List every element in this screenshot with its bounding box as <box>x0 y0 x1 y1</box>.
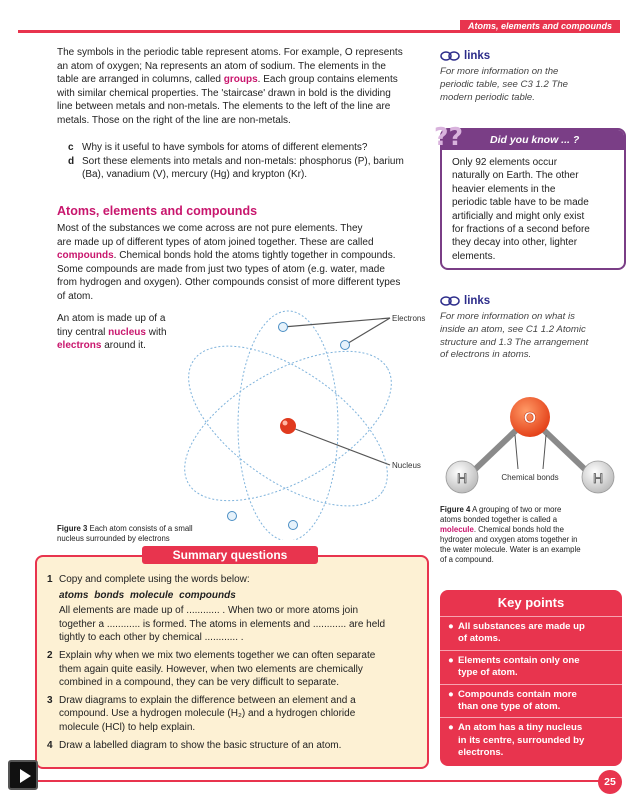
figure4-label: Figure 4 <box>440 505 471 514</box>
summary-questions-box <box>35 548 429 769</box>
key-point: ● An atom has a tiny nucleus in its centre, surrounded by electrons. <box>448 722 585 759</box>
did-you-know-body: Only 92 elements occur naturally on Earth. The other heavier elements in the periodic table have to be made artificially and might only exist for fractions of a second before they decay into other, lighter elements. <box>452 157 590 262</box>
word-bank: atoms bonds molecule compounds <box>59 589 236 601</box>
electrons-leader <box>283 318 390 327</box>
water-molecule-diagram <box>440 395 620 500</box>
para-line: Some compounds are made from just two types of atom (e.g. water, made <box>57 263 385 275</box>
nucleus <box>280 418 296 434</box>
intro-line: an atom of oxygen; Na represents an atom of sodium. The elements in the <box>57 60 386 72</box>
figure4-caption: Figure 4 A grouping of two or more atoms bonded together is called a molecule. Chemical bonds hold the hydrogen and oxygen atoms together in the water molecule. Water is an example of a compound. <box>440 505 581 564</box>
intro-line: table are arranged in columns, called groups. Each group contains elements <box>57 74 398 86</box>
question-marks-icon: ?? <box>434 122 464 151</box>
electron <box>289 521 298 530</box>
footer-rule <box>18 780 620 782</box>
bonds-leader <box>543 435 546 469</box>
para-line: Most of the substances we come across are not pure elements. They <box>57 223 363 234</box>
intro-line: line between metals and non-metals. The elements to the left of the line are <box>57 101 391 113</box>
summary-question-1: 1 Copy and complete using the words below: atoms bonds molecule compounds All elements are made up of ............ . When two or more atoms join together a ............ is formed. The atoms in elements and ............ are held tightly to each other by chemical ............ . <box>47 574 386 644</box>
links-heading-2 <box>440 295 490 307</box>
summary-question-3: 3 Draw diagrams to explain the difference between an element and a compound. Use a hydrogen molecule (H₂) and a hydrogen chloride molecule (HCl) to help explain. <box>47 694 356 733</box>
keyword-compounds: compounds <box>57 250 114 262</box>
figure3-caption: Figure 3 Each atom consists of a small nucleus surrounded by electrons <box>57 524 193 543</box>
electron <box>341 341 350 350</box>
did-you-know-box <box>434 122 626 270</box>
hydrogen-symbol: H <box>592 470 604 486</box>
question-letter: d <box>68 155 75 167</box>
links-heading-1 <box>440 50 490 62</box>
intro-questions <box>68 141 438 182</box>
links-icon <box>440 296 460 306</box>
section-paragraph <box>57 222 427 304</box>
did-you-know-title: Did you know ... ? <box>442 130 624 150</box>
para-line: compounds. Chemical bonds hold the atoms tightly together in compounds. <box>57 250 396 262</box>
nucleus-leader <box>290 427 390 465</box>
summary-title: Summary questions <box>142 546 318 564</box>
intro-paragraph <box>57 46 427 128</box>
bonds-leader <box>515 435 518 469</box>
para-line: are made up of different types of atom joined together. These are called <box>57 236 374 248</box>
key-point: ● All substances are made up of atoms. <box>440 617 622 651</box>
question-d: Sort these elements into metals and non-metals: phosphorus (P), barium <box>82 155 404 167</box>
keyword-molecule: molecule <box>440 525 474 534</box>
intro-line: The symbols in the periodic table represent atoms. For example, O represents <box>57 47 403 58</box>
links-title: links <box>464 50 491 62</box>
section-heading: Atoms, elements and compounds <box>57 204 258 218</box>
keyword-nucleus: nucleus <box>108 326 146 338</box>
atom-diagram <box>150 300 430 540</box>
question-c: Why is it useful to have symbols for atoms of different elements? <box>82 142 368 153</box>
electron <box>279 323 288 332</box>
summary-question-4: 4 Draw a labelled diagram to show the basic structure of an atom. <box>47 739 342 751</box>
electron <box>228 512 237 521</box>
keyword-electrons: electrons <box>57 340 102 352</box>
para-line: from hydrogen and oxygen). Other compounds consist of more different types <box>57 277 401 289</box>
atom-line: An atom is made up of a <box>57 313 166 324</box>
key-points-title: Key points <box>440 590 622 617</box>
chemical-bonds-label: Chemical bonds <box>501 473 559 482</box>
electrons-label: Electrons <box>392 314 426 323</box>
nucleus-label: Nucleus <box>392 461 421 470</box>
keyword-groups: groups <box>223 74 258 86</box>
links-title: links <box>464 295 491 307</box>
intro-line: with similar chemical properties. The 'staircase' drawn in bold is the dividing <box>57 87 391 99</box>
chapter-tab: Atoms, elements and compounds <box>460 20 620 33</box>
links-body-1: For more information on the periodic table, see C3 1.2 The modern periodic table. <box>440 66 568 103</box>
para-line: of atom. <box>57 290 94 302</box>
links-icon <box>440 51 460 61</box>
oxygen-symbol: O <box>523 410 537 427</box>
question-d-cont: (Ba), vanadium (V), mercury (Hg) and krypton (Kr). <box>82 169 308 181</box>
figure3-label: Figure 3 <box>57 524 88 533</box>
intro-line: metals. Those on the right of the line are non-metals. <box>57 114 291 126</box>
summary-question-2: 2 Explain why when we mix two elements together we can often separate them again quite easily. However, when two elements are chemically combined in a compound, they can be very difficult to separate. <box>47 649 376 689</box>
atom-line: tiny central nucleus with <box>57 326 167 338</box>
key-points-box <box>440 590 622 766</box>
atom-line: electrons around it. <box>57 340 146 352</box>
hydrogen-symbol: H <box>456 470 468 486</box>
key-point: ● Compounds contain more than one type of atom. <box>440 685 622 719</box>
links-body-2: For more information on what is inside an atom, see C1 1.2 Atomic structure and 1.3 The arrangement of electrons in atoms. <box>440 311 589 361</box>
question-letter: c <box>68 142 74 153</box>
key-point: ● Elements contain only one type of atom. <box>440 651 622 685</box>
play-button-icon[interactable] <box>8 760 38 790</box>
summary-list <box>47 573 419 756</box>
page-number: 25 <box>598 770 622 794</box>
electrons-leader <box>345 318 390 345</box>
